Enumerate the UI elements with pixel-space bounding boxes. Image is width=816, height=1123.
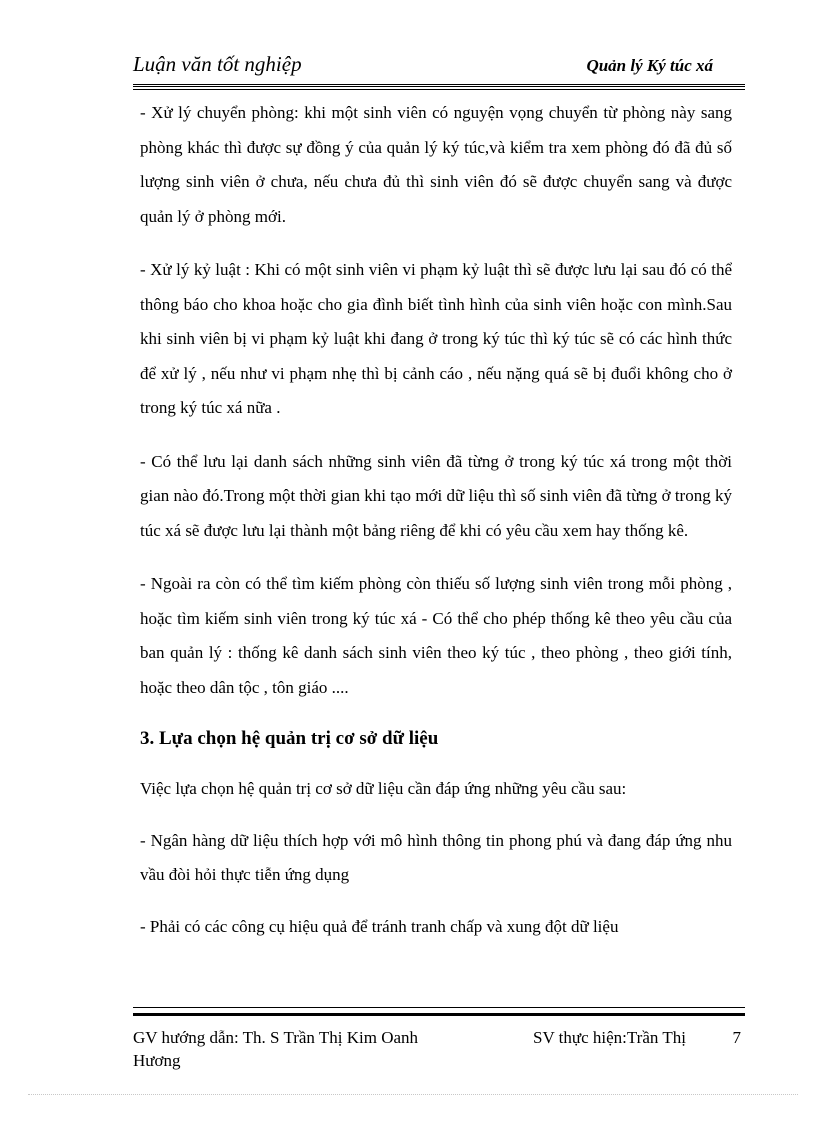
thesis-label: Luận văn tốt nghiệp — [133, 52, 302, 76]
student-info: SV thực hiện:Trần Thị — [533, 1028, 686, 1047]
page-body — [140, 96, 732, 961]
section-intro: Việc lựa chọn hệ quản trị cơ sở dữ liệu cần đáp ứng những yêu cầu sau: — [140, 779, 627, 798]
advisor-info: GV hướng dẫn: Th. S Trần Thị Kim Oanh Hương — [133, 1028, 419, 1070]
header-rule — [133, 84, 745, 87]
section-title: 3. Lựa chọn hệ quản trị cơ sở dữ liệu — [140, 728, 439, 749]
page-number: 7 — [732, 1028, 741, 1047]
paragraph-room-transfer: - Xử lý chuyển phòng: khi một sinh viên có nguyện vọng chuyển từ phòng này sang phòng khác thì được sự đồng ý của quản lý ký túc,và kiểm tra xem phòng đó đã đủ số lượng sinh viên ở chưa, nếu chưa đủ thì sinh viên đó sẽ được chuyển sang và được quản lý ở phòng mới. — [140, 103, 732, 226]
topic-label: Quản lý Ký túc xá — [586, 56, 713, 75]
paragraph-former-students: - Có thể lưu lại danh sách những sinh viên đã từng ở trong ký túc xá trong một thời gian nào đó.Trong một thời gian khi tạo mới dữ liệu thì số sinh viên đã từng ở trong ký túc xá sẽ được lưu lại thành một bảng riêng để khi có yêu cầu xem hay thống kê. — [140, 451, 732, 540]
paragraph-search-stats: - Ngoài ra còn có thể tìm kiếm phòng còn thiếu số lượng sinh viên trong mỗi phòng , hoặc tìm kiếm sinh viên trong ký túc xá - Có thể cho phép thống kê theo yêu cầu của ban quản lý : thống kê danh sách sinh viên theo ký túc , theo phòng , theo giới tính, hoặc theo dân tộc , tôn giáo .... — [140, 574, 732, 697]
requirement-item: - Phải có các công cụ hiệu quả để tránh tranh chấp và xung đột dữ liệu — [140, 916, 619, 936]
requirement-item: - Ngân hàng dữ liệu thích hợp với mô hình thông tin phong phú và đang đáp ứng nhu vầu đòi hỏi thực tiễn ứng dụng — [140, 830, 732, 884]
page-header — [133, 52, 713, 84]
page-bottom-border — [28, 1094, 798, 1095]
footer-rule — [133, 1007, 745, 1016]
paragraph-discipline: - Xử lý kỷ luật : Khi có một sinh viên vi phạm kỷ luật thì sẽ được lưu lại sau đó có thể thông báo cho khoa hoặc cho gia đình biết tình hình của sinh viên hoặc con mình.Sau khi sinh viên bị vi phạm kỷ luật khi đang ở trong ký túc thì ký túc sẽ có các hình thức để xử lý , nếu như vi phạm nhẹ thì bị cảnh cáo , nếu nặng quá sẽ bị đuổi không cho ở trong ký túc xá nữa . — [140, 260, 732, 417]
